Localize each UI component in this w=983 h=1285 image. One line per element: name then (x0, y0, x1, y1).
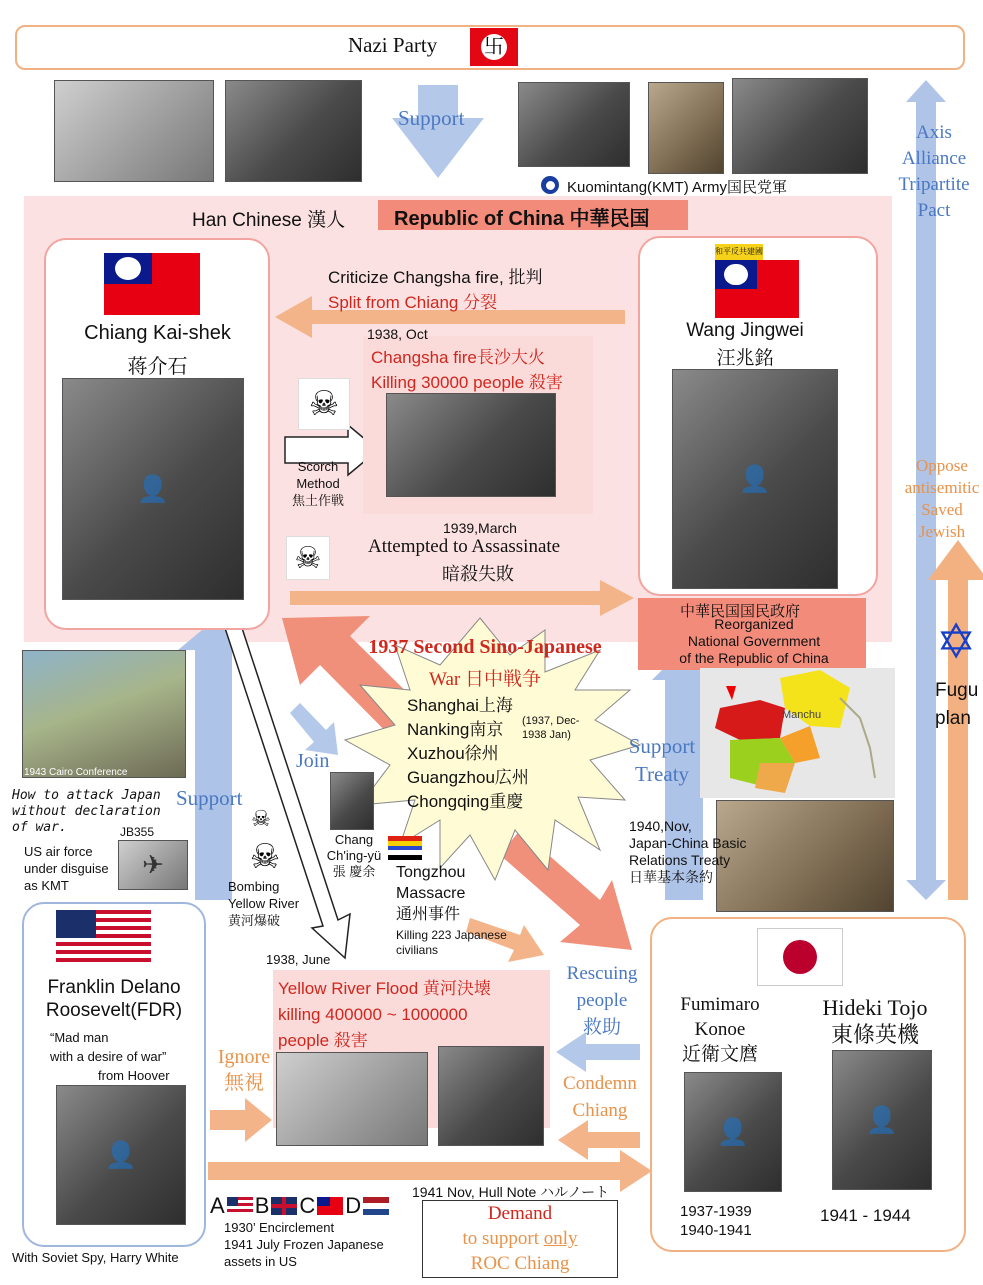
fdr-spy-note: With Soviet Spy, Harry White (12, 1250, 179, 1265)
nazi-flag-icon: 卐 (470, 28, 518, 66)
air-force-note: US air force under disguise as KMT (24, 844, 109, 893)
us-flag-icon (56, 910, 151, 962)
oppose-label: Oppose antisemitic Saved Jewish (904, 456, 980, 541)
join-label: Join (296, 750, 330, 772)
reorg-en: Reorganized National Government of the Republic of China (679, 616, 829, 666)
photo-meeting (225, 80, 362, 182)
wang-portrait: 👤 (672, 369, 838, 589)
attack-note: How to attack Japan without declaration of war. (12, 788, 161, 835)
chang-label: Chang Ch'ing-yü 張 慶余 (326, 832, 382, 879)
flood-date: 1938, June (266, 952, 331, 967)
changsha-photo (386, 393, 556, 497)
skull-bombing-icon: ☠ (244, 836, 286, 878)
support-treaty-label: Support Treaty (628, 734, 696, 786)
criticize-label: Criticize Changsha fire, 批判 (328, 268, 543, 287)
fdr-name: Franklin Delano Roosevelt(FDR) (45, 977, 183, 1021)
flood-text: Yellow River Flood 黄河決壊 killing 400000 ~ 1000000 people 殺害 (278, 979, 491, 1050)
split-label: Split from Chiang 分裂 (328, 293, 498, 312)
us-flag-small-icon (227, 1197, 253, 1215)
scorch-label: Scorch Method 焦土作戦 (291, 459, 344, 508)
condemn-arrow (558, 1120, 640, 1160)
photo-flags (518, 82, 630, 167)
war-title: 1937 Second Sino-Japanese (368, 636, 602, 658)
tongzhou-killing: Killing 223 Japanese civilians (396, 928, 507, 957)
photo-handshake (54, 80, 214, 182)
abcd-d: D (345, 1193, 362, 1218)
chang-portrait (330, 772, 374, 830)
reorg-zh: 中華民国国民政府 (679, 603, 800, 620)
wang-name-en: Wang Jingwei (686, 320, 804, 341)
ignore-label: Ignore 無視 (217, 1046, 271, 1094)
hull-note-title: 1941 Nov, Hull Note ハルノート (412, 1184, 610, 1200)
wang-name-zh: 汪兆銘 (716, 348, 774, 369)
konoe-name: Fumimaro Konoe 近衛文麿 (680, 994, 760, 1065)
war-subtitle: War 日中戦争 (429, 669, 541, 690)
kmt-army-label: Kuomintang(KMT) Army国民党軍 (567, 179, 788, 196)
chiang-name-zh: 蒋介石 (127, 356, 188, 378)
kmt-emblem-icon (541, 176, 559, 194)
konoe-years: 1937-1939 1940-1941 (680, 1203, 752, 1239)
konoe-portrait: 👤 (684, 1072, 782, 1192)
abcd-c: C (299, 1193, 316, 1218)
condemn-label: Condemn Chiang (563, 1073, 637, 1121)
rescue-label: Rescuing people 救助 (566, 963, 638, 1038)
abcd-row (210, 1193, 389, 1219)
nazi-party-label: Nazi Party (348, 33, 438, 57)
tongzhou-label: Tongzhou Massacre 通州事件 (396, 864, 466, 923)
chiang-portrait: 👤 (62, 378, 244, 600)
jb355-label: JB355 (120, 825, 155, 839)
changsha-date: 1938, Oct (367, 326, 428, 342)
china-map (700, 668, 895, 798)
photo-officer (648, 82, 724, 174)
war-arrow-japan (500, 830, 632, 950)
changsha-fire-label: Changsha fire長沙大火 (371, 348, 545, 367)
roc-flag-small-icon (317, 1197, 343, 1215)
tojo-years: 1941 - 1944 (820, 1206, 911, 1225)
bombing-label: Bombing Yellow River 黄河爆破 (228, 879, 300, 928)
star-of-david-icon: ✡ (936, 616, 977, 669)
roc-title: Republic of China 中華民国 (394, 208, 650, 230)
assassinate-date: 1939,March (443, 520, 517, 536)
cairo-photo (22, 650, 186, 778)
roc-flag-icon (104, 253, 200, 315)
fdr-portrait: 👤 (56, 1085, 186, 1225)
join-arrow (290, 703, 338, 755)
fugu-plan-label: Fugu plan (935, 680, 979, 729)
skull-small-icon: ☠ (248, 806, 274, 832)
hull-demand-text: Demand to support only ROC Chiang (462, 1203, 578, 1274)
changsha-killing-label: Killing 30000 people 殺害 (371, 373, 563, 392)
skull-icon-2: ☠ (286, 536, 330, 580)
flood-photo-1 (276, 1052, 428, 1146)
ignore-arrow (210, 1098, 272, 1142)
five-color-flag-icon (388, 836, 422, 860)
abcd-a: A (210, 1193, 225, 1218)
war-cities: Shanghai上海 Nanking南京 Xuzhou徐州 Guangzhou広州 Chongqing重慶 (407, 696, 529, 811)
abcd-notes: 1930’ Encirclement 1941 July Frozen Japanese assets in US (224, 1220, 384, 1269)
wang-roc-flag-icon (715, 260, 799, 318)
fdr-support-label: Support (176, 786, 243, 810)
abcd-b: B (254, 1193, 270, 1218)
top-support-label: Support (398, 106, 465, 130)
photo-army (732, 78, 868, 174)
uk-flag-icon (271, 1197, 297, 1215)
japan-flag-icon (757, 928, 843, 986)
manchu-label: Manchu (782, 709, 822, 721)
support-arrow-down (392, 85, 484, 178)
treaty-label: 1940,Nov, Japan-China Basic Relations Treaty 日華基本条約 (629, 818, 747, 885)
fdr-quote: “Mad man with a desire of war” from Hoover (50, 1030, 170, 1083)
han-chinese-label: Han Chinese 漢人 (192, 210, 346, 231)
assassinate-label: Attempted to Assassinate (368, 536, 561, 557)
nanking-note: (1937, Dec- 1938 Jan) (522, 715, 580, 741)
axis-alliance-label: Axis Alliance Tripartite Pact (898, 122, 970, 221)
wang-flag-banner: 和平反共建國 (715, 244, 763, 260)
cairo-label: 1943 Cairo Conference (24, 767, 128, 778)
dutch-flag-icon (363, 1197, 389, 1215)
tojo-name: Hideki Tojo 東條英機 (822, 995, 928, 1047)
flood-photo-2 (438, 1046, 544, 1146)
assassinate-zh: 暗殺失敗 (442, 564, 514, 584)
skull-icon: ☠ (298, 378, 350, 430)
plane-photo: ✈ (118, 840, 188, 890)
chiang-name-en: Chiang Kai-shek (84, 322, 231, 344)
tojo-portrait: 👤 (832, 1050, 932, 1190)
